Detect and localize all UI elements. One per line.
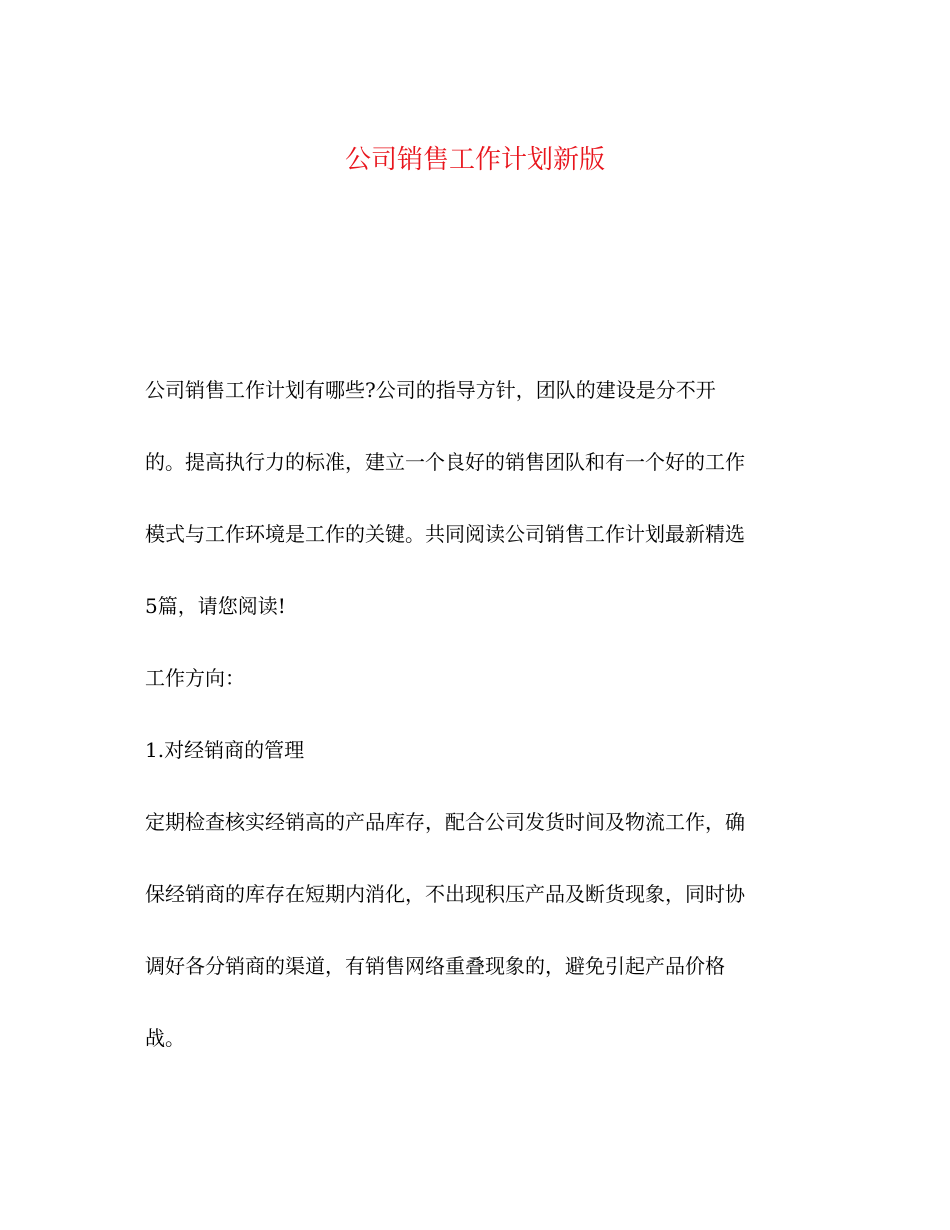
- section-heading-work-direction: 工作方向：: [145, 666, 245, 690]
- text-line-intro-1: 公司销售工作计划有哪些?公司的指导方针，团队的建设是分不开: [145, 378, 716, 402]
- document-body: [145, 372, 810, 1092]
- text-line-dealer-2: 保经销商的库存在短期内消化，不出现积压产品及断货现象，同时协: [145, 882, 745, 906]
- text-line-intro-4: 5篇，请您阅读!: [145, 594, 286, 618]
- text-line-intro-3: 模式与工作环境是工作的关键。共同阅读公司销售工作计划最新精选: [145, 522, 745, 546]
- text-line-dealer-3: 调好各分销商的渠道，有销售网络重叠现象的，避免引起产品价格: [145, 954, 725, 978]
- text-line-dealer-1: 定期检查核实经销高的产品库存，配合公司发货时间及物流工作，确: [145, 810, 745, 834]
- text-line-dealer-4: 战。: [145, 1026, 185, 1050]
- subsection-heading-dealer-management: 1.对经销商的管理: [145, 738, 305, 762]
- document-title: 公司销售工作计划新版: [344, 145, 605, 175]
- text-line-intro-2: 的。提高执行力的标准，建立一个良好的销售团队和有一个好的工作: [145, 450, 745, 474]
